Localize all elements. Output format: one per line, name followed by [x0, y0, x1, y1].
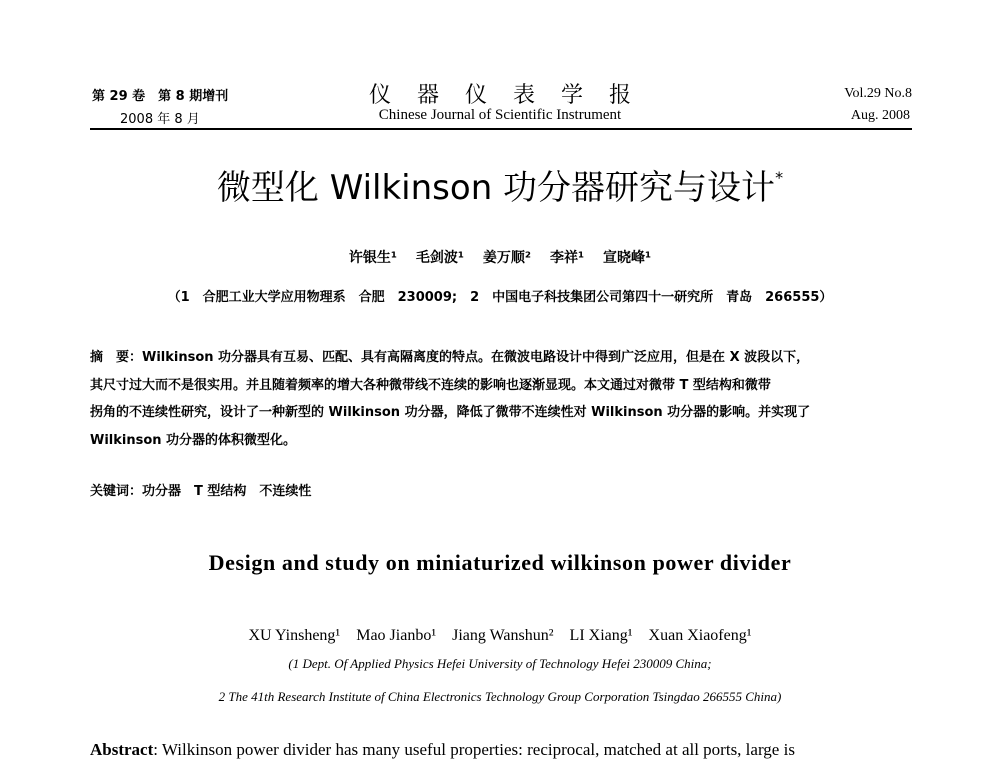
- publication-date-en: Aug. 2008: [850, 108, 910, 123]
- volume-number-en: Vol.29 No.8: [844, 86, 912, 101]
- header-rule: [90, 128, 912, 130]
- authors-cn: 许银生¹ 毛剑波¹ 姜万顺² 李祥¹ 宣晓峰¹: [348, 250, 652, 266]
- affiliation-cn: （1 合肥工业大学应用物理系 合肥 230009; 2 中国电子科技集团公司第四十一研究所 青岛 266555）: [167, 290, 833, 305]
- abstract-en-text: : Wilkinson power divider has many useful properties: reciprocal, matched at all ports, large is: [153, 740, 795, 759]
- paper-title-cn: [0, 160, 1000, 209]
- abstract-cn-line: 摘 要：Wilkinson 功分器具有互易、匹配、具有高隔离度的特点。在微波电路设计中得到广泛应用，但是在 X 波段以下，: [90, 350, 810, 365]
- journal-name-en: Chinese Journal of Scientific Instrument: [378, 107, 622, 123]
- footnote-mark: *: [775, 168, 784, 187]
- publication-date-cn: 2008 年 8 月: [120, 112, 200, 127]
- paper-title-en: Design and study on miniaturized wilkinson power divider: [208, 550, 792, 575]
- affiliation-en: (1 Dept. Of Applied Physics Hefei University of Technology Hefei 230009 China;: [288, 656, 712, 671]
- abstract-en-label: Abstract: [90, 740, 154, 759]
- abstract-cn-line: 其尺寸过大而不是很实用。并且随着频率的增大各种微带线不连续的影响也逐渐显现。本文通过对微带 T 型结构和微带: [90, 377, 771, 393]
- abstract-cn-line: 拐角的不连续性研究，设计了一种新型的 Wilkinson 功分器，降低了微带不连续性对 Wilkinson 功分器的影响。并实现了: [90, 405, 811, 420]
- affiliation-en: 2 The 41th Research Institute of China Electronics Technology Group Corporation Tsingdao 266555 China): [218, 689, 782, 704]
- journal-name-cn: 仪器仪表学报: [368, 83, 657, 108]
- authors-en: XU Yinsheng¹ Mao Jianbo¹ Jiang Wanshun² LI Xiang¹ Xuan Xiaofeng¹: [248, 627, 752, 644]
- keywords-cn: 关键词：功分器 T 型结构 不连续性: [90, 484, 312, 499]
- abstract-en: [90, 740, 795, 760]
- abstract-cn: [90, 344, 912, 454]
- paper-title-cn-text: 微型化 Wilkinson 功分器研究与设计: [216, 168, 776, 208]
- abstract-cn-line: Wilkinson 功分器的体积微型化。: [90, 432, 297, 448]
- volume-issue: 第 29 卷 第 8 期增刊: [92, 89, 229, 104]
